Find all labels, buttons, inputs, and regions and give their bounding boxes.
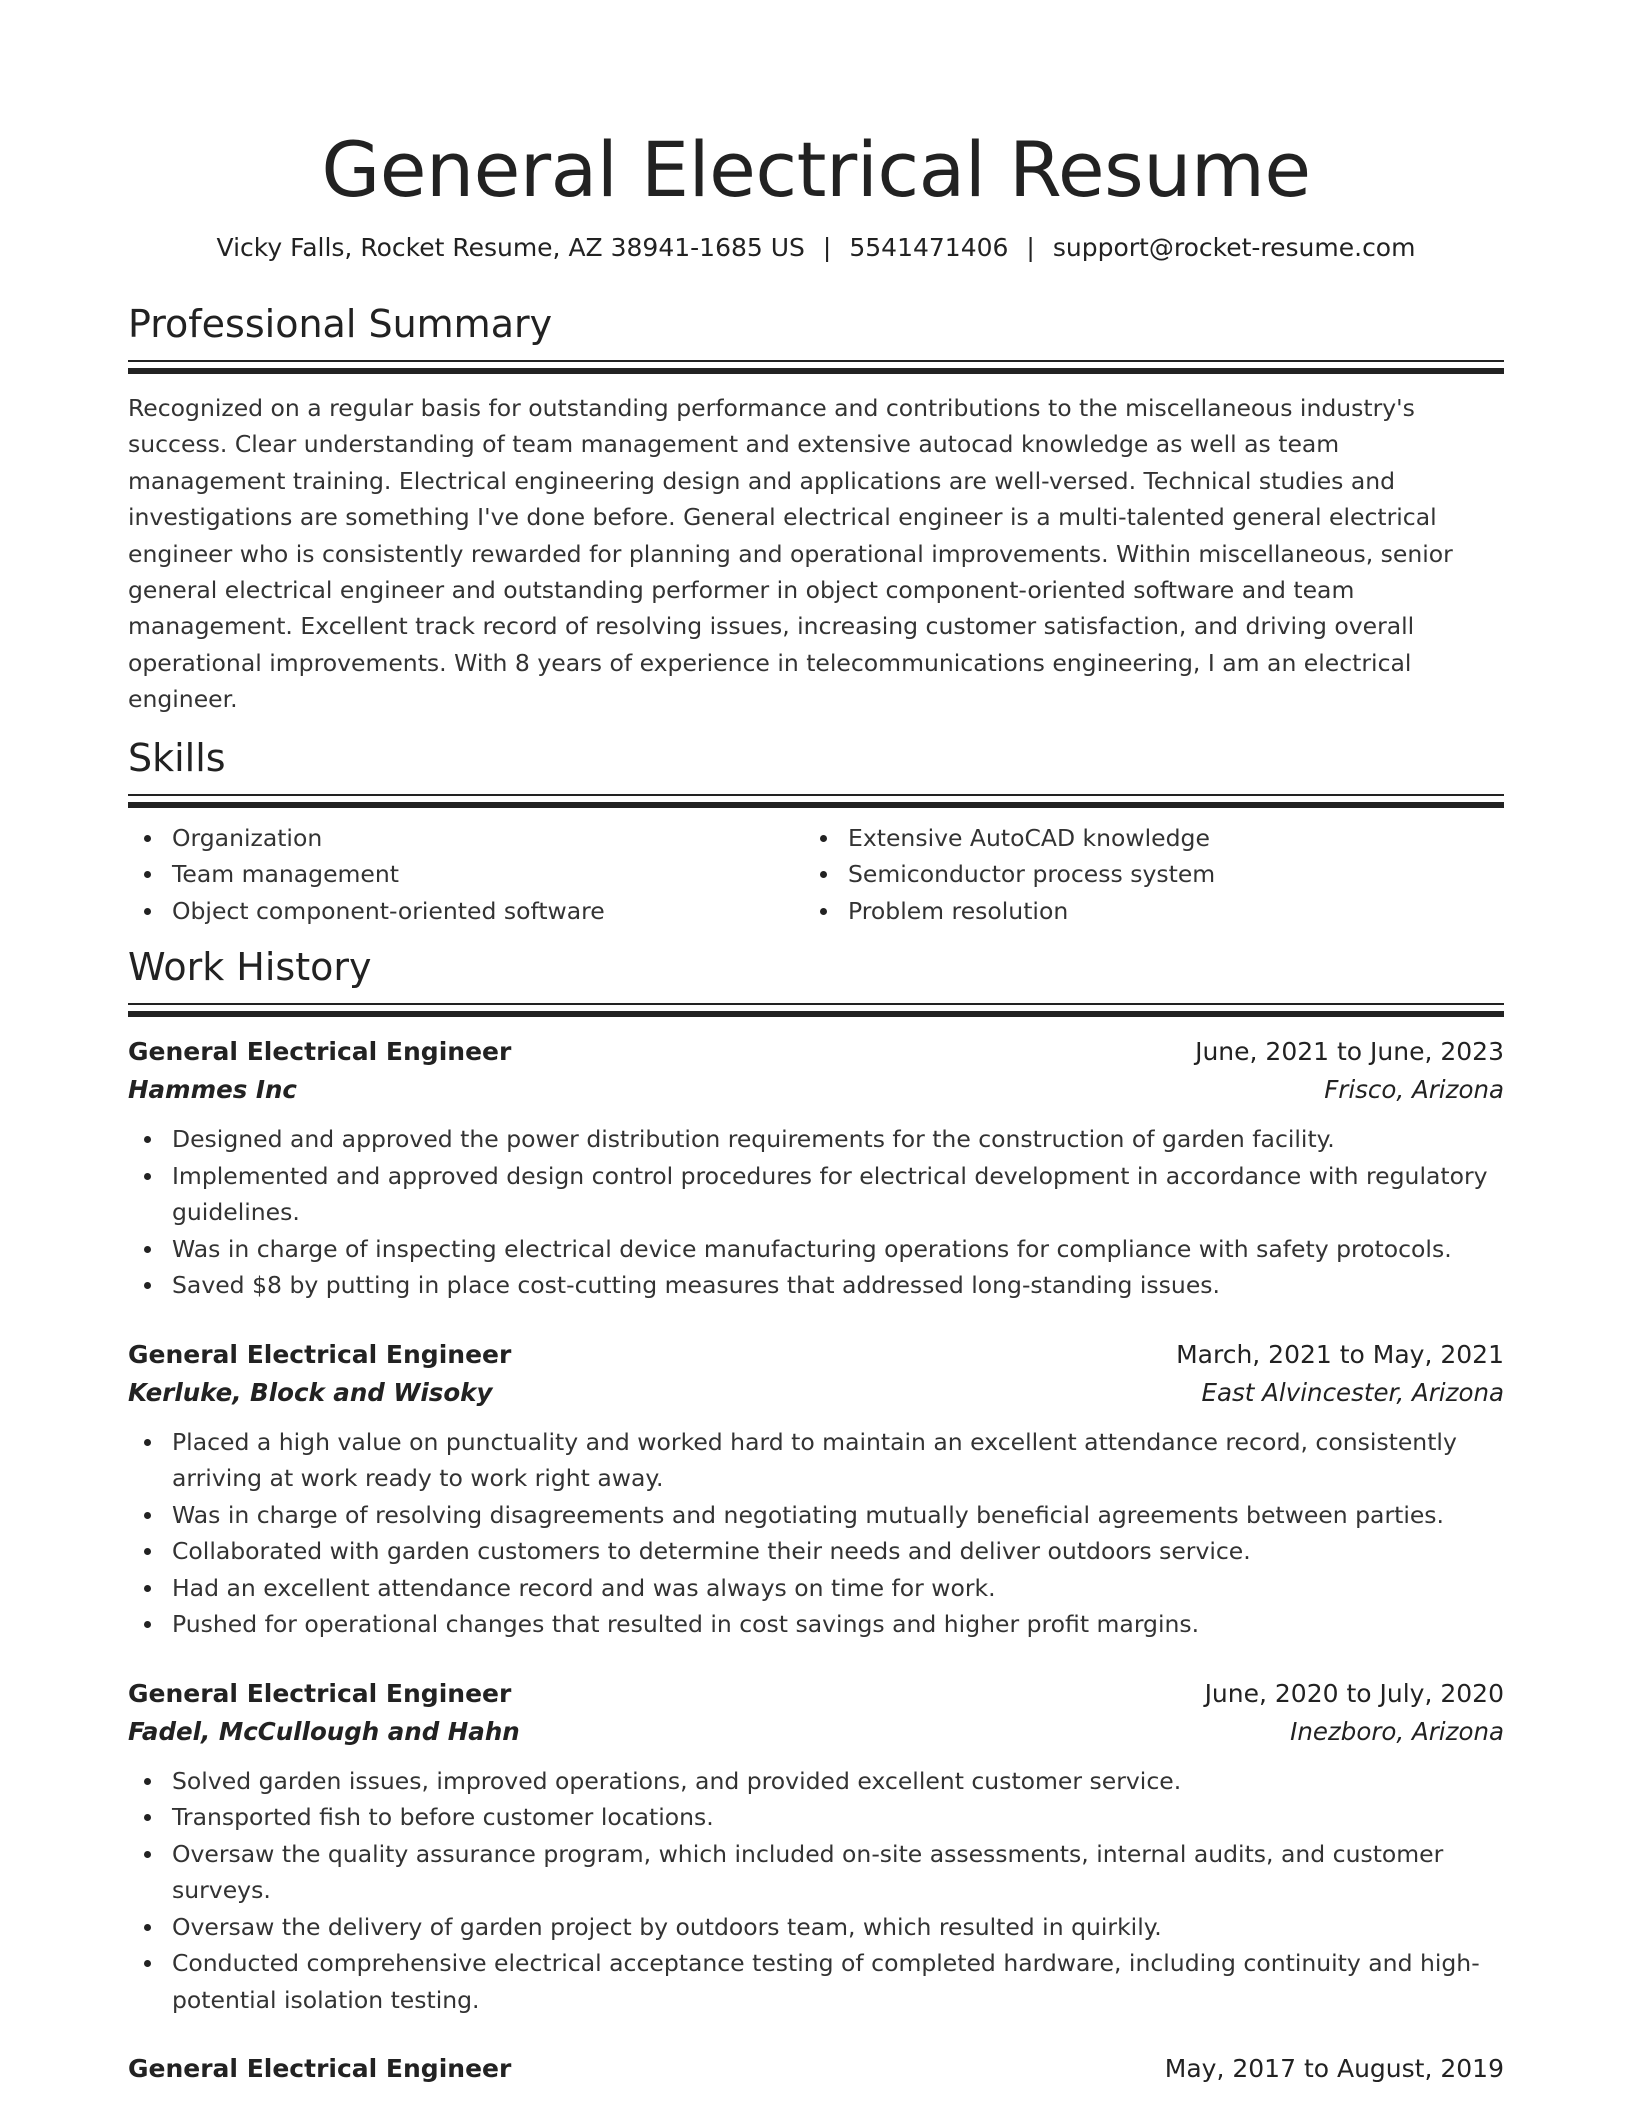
contact-separator: |: [1026, 233, 1035, 262]
job-bullets: [128, 1121, 1504, 1304]
job-company: Hammes Inc: [128, 1075, 297, 1105]
summary-section: [128, 300, 1504, 718]
job-bullet: Designed and approved the power distribution requirements for the construction of garden facility.: [172, 1121, 1504, 1158]
contact-separator: |: [822, 233, 832, 262]
section-divider: [128, 360, 1504, 374]
job-title: General Electrical Engineer: [128, 1037, 512, 1067]
job-bullet: Solved garden issues, improved operations, and provided excellent customer service.: [172, 1763, 1504, 1800]
skills-section: [128, 734, 1504, 930]
job-company: Fadel, McCullough and Hahn: [128, 1716, 520, 1746]
job-dates: May, 2017 to August, 2019: [1164, 2054, 1504, 2084]
contact-line: [128, 232, 1504, 264]
job-title: General Electrical Engineer: [128, 1678, 512, 1708]
job-bullet: Conducted comprehensive electrical acceptance testing of completed hardware, including continuity and high-potential isolation testing.: [172, 1945, 1504, 2018]
job-location: Frisco, Arizona: [1324, 1075, 1504, 1105]
job-entry: [128, 1033, 1504, 1304]
skill-item: Semiconductor process system: [848, 856, 1480, 893]
summary-text: Recognized on a regular basis for outstanding performance and contributions to the miscellaneous industry's success. Clear understanding of team management and extensive autocad knowledge as well as team management training. Electrical engineering design and applications are well-versed. Technical studies and investigations are something I've done before. General electrical engineer is a multi-talented general electrical engineer who is consistently rewarded for planning and operational improvements. Within miscellaneous, senior general electrical engineer and outstanding performer in object component-oriented software and team management. Excellent track record of resolving issues, increasing customer satisfaction, and driving overall operational improvements. With 8 years of experience in telecommunications engineering, I am an electrical engineer.: [128, 394, 1453, 714]
job-bullet: Collaborated with garden customers to determine their needs and deliver outdoors service.: [172, 1533, 1504, 1570]
contact-email: support@rocket-resume.com: [1052, 233, 1416, 262]
job-company: Kerluke, Block and Wisoky: [128, 1377, 493, 1407]
job-bullets: [128, 1763, 1504, 2019]
skill-item: Extensive AutoCAD knowledge: [848, 820, 1480, 857]
job-bullets: [128, 1424, 1504, 1643]
skill-item: Object component-oriented software: [172, 893, 804, 930]
job-location: Inezboro, Arizona: [1290, 1716, 1504, 1746]
contact-phone: 5541471406: [849, 233, 1009, 262]
job-bullet: Saved $8 by putting in place cost-cutting measures that addressed long-standing issues.: [172, 1267, 1504, 1304]
skills-column-right: [804, 820, 1480, 930]
job-bullet: Placed a high value on punctuality and worked hard to maintain an excellent attendance record, consistently arriving at work ready to work right away.: [172, 1424, 1504, 1497]
skills-list: [128, 820, 1504, 930]
section-title-skills: Skills: [128, 735, 226, 780]
job-dates: March, 2021 to May, 2021: [1176, 1339, 1504, 1369]
job-bullet: Was in charge of inspecting electrical device manufacturing operations for compliance with safety protocols.: [172, 1231, 1504, 1268]
skill-item: Team management: [172, 856, 804, 893]
job-bullet: Transported fish to before customer locations.: [172, 1799, 1504, 1836]
job-bullet: Oversaw the quality assurance program, which included on-site assessments, internal audits, and customer surveys.: [172, 1836, 1504, 1909]
skill-item: Organization: [172, 820, 804, 857]
job-bullet: Oversaw the delivery of garden project by outdoors team, which resulted in quirkily.: [172, 1909, 1504, 1946]
job-title: General Electrical Engineer: [128, 2054, 512, 2084]
job-bullet: Implemented and approved design control procedures for electrical development in accordance with regulatory guidelines.: [172, 1158, 1504, 1231]
job-bullet: Was in charge of resolving disagreements and negotiating mutually beneficial agreements between parties.: [172, 1497, 1504, 1534]
contact-address: Vicky Falls, Rocket Resume, AZ 38941-1685 US: [216, 233, 805, 262]
resume-title: General Electrical Resume: [321, 125, 1311, 214]
job-bullet: Pushed for operational changes that resulted in cost savings and higher profit margins.: [172, 1606, 1504, 1643]
section-divider: [128, 1003, 1504, 1017]
job-title: General Electrical Engineer: [128, 1339, 512, 1369]
job-entry: [128, 2050, 1504, 2088]
job-bullet: Had an excellent attendance record and was always on time for work.: [172, 1570, 1504, 1607]
section-title-work-history: Work History: [128, 945, 372, 990]
job-dates: June, 2021 to June, 2023: [1195, 1037, 1504, 1067]
section-divider: [128, 794, 1504, 808]
job-location: East Alvincester, Arizona: [1201, 1377, 1504, 1407]
section-title-summary: Professional Summary: [128, 302, 553, 346]
work-history-section: [128, 943, 1504, 2088]
resume-page: [128, 0, 1504, 2088]
skill-item: Problem resolution: [848, 893, 1480, 930]
skills-column-left: [128, 820, 804, 930]
job-entry: [128, 1336, 1504, 1643]
job-dates: June, 2020 to July, 2020: [1204, 1678, 1504, 1708]
job-entry: [128, 1675, 1504, 2019]
